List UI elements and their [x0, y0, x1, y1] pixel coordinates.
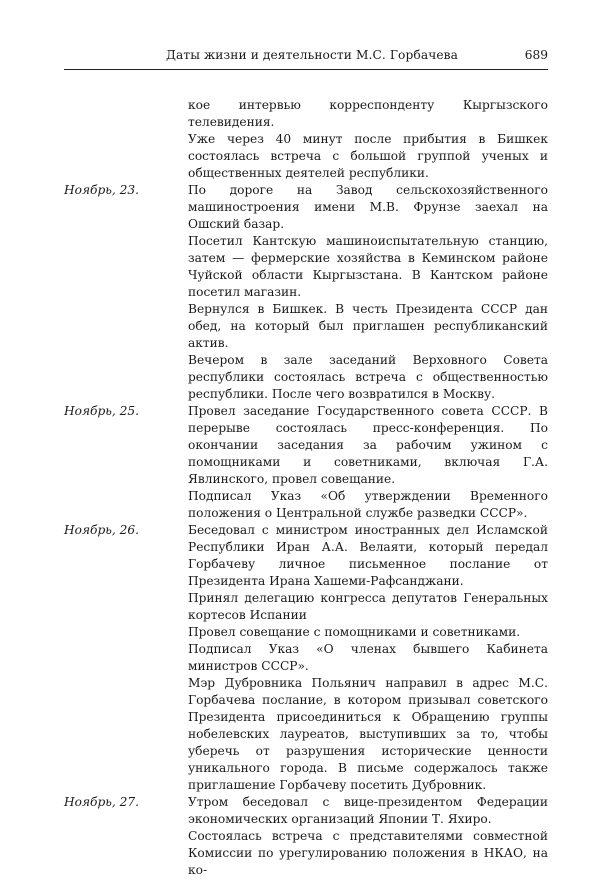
entry-paragraph: Вечером в зале заседаний Верховного Совета республики состоялась встреча с общественностью республики. После чего возвратился в Москву.: [188, 353, 548, 401]
chronology-body: [64, 97, 548, 879]
entry-paragraph: Состоялась встреча с представителями совместной Комиссии по урегулированию положения в НКАО, на ко-: [188, 829, 548, 877]
running-header: [64, 46, 548, 66]
chronology-entry: [64, 403, 548, 522]
entry-paragraph: Принял делегацию конгресса депутатов Генеральных кортесов Испании: [188, 591, 548, 622]
entry-paragraph: Подписал Указ «О членах бывшего Кабинета министров СССР».: [188, 642, 548, 673]
page-number: 689: [524, 48, 548, 62]
chronology-entry: [64, 97, 548, 182]
entry-date: Ноябрь, 27.: [64, 795, 140, 809]
entry-paragraph: Вернулся в Бишкек. В честь Президента СССР дан обед, на который был приглашен республиканский актив.: [188, 302, 548, 350]
running-title: Даты жизни и деятельности М.С. Горбачева: [166, 48, 458, 62]
chronology-entry: [64, 794, 548, 879]
chronology-entry: [64, 522, 548, 794]
entry-paragraph: Провел совещание с помощниками и советниками.: [188, 625, 521, 639]
entry-paragraph: Утром беседовал с вице-президентом Федерации экономических организаций Японии Т. Яхиро.: [188, 795, 548, 826]
entry-paragraph: Мэр Дубровника Польянич направил в адрес М.С. Горбачева послание, в котором призывал советского Президента присоединиться к Обращению группы нобелевских лауреатов, выступивших за то, чтобы уберечь от разрушения исторические ценности уникального города. В письме содержалось также приглашение Горбачеву посетить Дубровник.: [188, 676, 548, 792]
entry-paragraph: Уже через 40 минут после прибытия в Бишкек состоялась встреча с большой группой ученых и общественных деятелей республики.: [188, 132, 548, 180]
entry-paragraph: Беседовал с министром иностранных дел Исламской Республики Иран А.А. Велаяти, который передал Горбачеву личное письменное послание от Президента Ирана Хашеми-Рафсанджани.: [188, 523, 548, 588]
chronology-entry: [64, 182, 548, 403]
entry-paragraph: Провел заседание Государственного совета СССР. В перерыве состоялась пресс-конференция. По окончании заседания за рабочим ужином с помощниками и советниками, включая Г.А. Явлинского, провел совещание.: [188, 404, 548, 486]
entry-paragraph: Посетил Кантскую машиноиспытательную станцию, затем — фермерские хозяйства в Кеминском районе Чуйской области Кыргызстана. В Кантском районе посетил магазин.: [188, 234, 548, 299]
entry-paragraph: Подписал Указ «Об утверждении Временного положения о Центральной службе разведки СССР».: [188, 489, 548, 520]
entry-paragraph: По дороге на Завод сельскохозяйственного машиностроения имени М.В. Фрунзе заехал на Ошский базар.: [188, 183, 548, 231]
entry-date: Ноябрь, 23.: [64, 183, 140, 197]
header-rule: [64, 69, 548, 70]
entry-date: Ноябрь, 26.: [64, 523, 140, 537]
entry-paragraph: кое интервью корреспонденту Кыргызского телевидения.: [188, 98, 548, 129]
entry-date: Ноябрь, 25.: [64, 404, 140, 418]
